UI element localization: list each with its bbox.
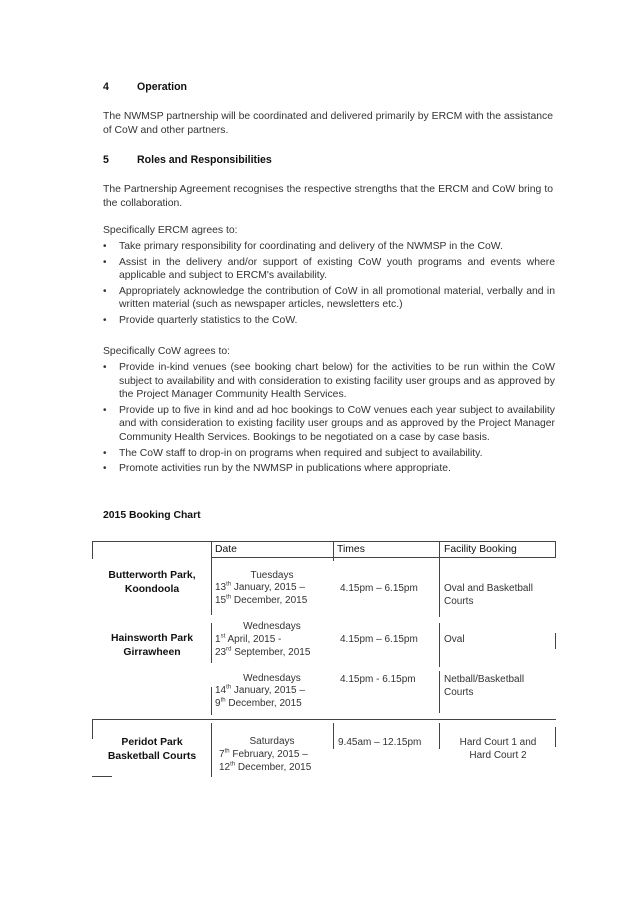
booking-start-date: 14th January, 2015 – [215,684,305,696]
list-item: • Provide up to five in kind and ad hoc bookings to CoW venues each year subject to availability and with consideration to existing facility user groups and as approved by the Project Manager Community Health Services. Bookings to be negotiated on a case by case basis. [103,404,555,443]
booking-day: Tuesdays [250,570,294,581]
table-row [214,621,330,634]
venue-butterworth: Butterworth Park, Koondoola [108,570,196,595]
section-number: 4 [103,81,109,93]
booking-times: 9.45am – 12.15pm [338,737,422,748]
booking-day: Saturdays [249,736,295,747]
table-border-right [555,541,556,557]
booking-day: Wednesdays [243,621,301,632]
table-row [214,736,330,749]
section-5-heading [103,154,272,166]
list-item: • Appropriately acknowledge the contribution of CoW in all promotional material, verbally and in written material (such as newspaper articles, newsletters etc.) [103,285,555,311]
booking-chart-table [92,541,556,777]
booking-day: Wednesdays [243,673,301,684]
table-border-left [92,541,93,559]
table-border-right [555,727,556,747]
booking-times: 4.15pm – 6.15pm [340,583,418,594]
date-col-rule [211,687,212,715]
booking-end-date: 12th December, 2015 [219,761,312,773]
section-number: 5 [103,154,109,166]
ercm-list [103,240,555,330]
booking-chart-title: 2015 Booking Chart [103,510,201,521]
section-title: Roles and Responsibilities [137,154,272,166]
booking-start-date: 13th January, 2015 – [215,581,305,593]
table-row [214,570,330,583]
bullet-icon: • [103,463,107,475]
list-item: • Assist in the delivery and/or support of existing CoW youth programs and events where applicable and subject to ERCM's availability. [103,256,555,282]
list-item: • Take primary responsibility for coordinating and delivery of the NWMSP in the CoW. [103,241,503,252]
venue-hainsworth: Hainsworth Park Girrawheen [111,633,193,658]
booking-end-date: 23rd September, 2015 [215,646,311,658]
booking-facility: Oval and Basketball Courts [444,583,533,607]
booking-times: 4.15pm - 6.15pm [340,674,416,685]
header-date: Date [215,544,237,555]
table-border-right [555,633,556,649]
list-item: • The CoW staff to drop-in on programs when required and subject to availability. [103,447,483,459]
booking-end-date: 15th December, 2015 [215,594,308,606]
header-facility: Facility Booking [444,544,517,555]
bullet-icon: • [103,314,107,326]
facility-col-rule [439,671,440,713]
bullet-icon: • [103,362,107,373]
list-item: • Promote activities run by the NWMSP in publications where appropriate. [103,463,451,475]
facility-col-rule [439,623,440,667]
bullet-icon: • [103,256,107,268]
cow-intro: Specifically CoW agrees to: [103,346,231,357]
row-rule [92,719,556,720]
bullet-icon: • [103,241,107,252]
table-border-top [92,541,556,542]
booking-facility: Oval [444,634,465,645]
booking-start-date: 1st April, 2015 - [215,633,282,645]
section-4-heading [103,81,187,93]
facility-col-rule [439,541,440,617]
list-item: • Provide quarterly statistics to the CoW. [103,314,298,326]
section-title: Operation [137,81,188,93]
table-border-bottom [92,776,112,777]
bullet-icon: • [103,404,107,416]
cow-list [103,361,555,478]
list-item: • Provide in-kind venues (see booking chart below) for the activities to be run within the CoW subject to availability and with consideration to existing facility user groups and as approved by the Project Manager Community Health Services. [103,362,555,401]
bullet-icon: • [103,285,107,297]
booking-end-date: 9th December, 2015 [215,697,302,709]
bullet-icon: • [103,447,107,459]
table-row [214,673,330,686]
times-col-rule [333,541,334,561]
header-rule [211,557,556,558]
booking-facility: Hard Court 1 and Hard Court 2 [459,737,537,761]
header-times: Times [337,544,365,555]
booking-start-date: 7th February, 2015 – [219,748,308,760]
ercm-intro: Specifically ERCM agrees to: [103,225,238,236]
facility-col-rule [439,723,440,749]
venue-peridot: Peridot Park Basketball Courts [107,737,197,762]
times-col-rule [333,723,334,749]
roles-paragraph: The Partnership Agreement recognises the respective strengths that the ERCM and CoW bring to the collaboration. [103,184,553,209]
operation-paragraph: The NWMSP partnership will be coordinated and delivered primarily by ERCM with the assistance of CoW and other partners. [103,111,553,136]
booking-times: 4.15pm – 6.15pm [340,634,418,645]
booking-facility: Netball/Basketball Courts [444,674,525,698]
